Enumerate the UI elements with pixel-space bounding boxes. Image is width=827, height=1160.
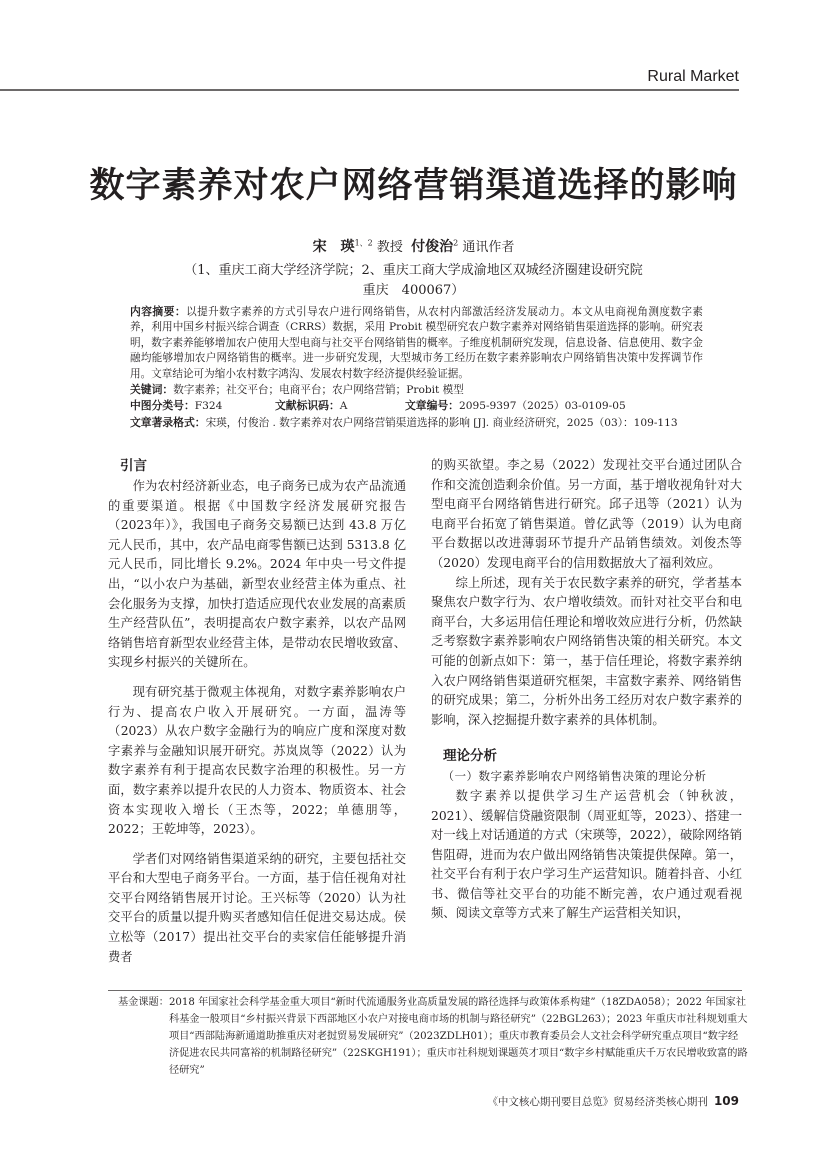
- header-rule: [0, 89, 739, 91]
- keywords-label: 关键词：: [130, 383, 174, 397]
- doc-code-label: 文献标识码：: [275, 399, 340, 413]
- paragraph: 数字素养以提供学习生产运营机会（钟秋波，2021）、缓解信贷融资限制（周亚虹等，2023）、搭建一对一线上对话通道的方式（宋瑛等，2022），破除网络销售阻碍，进而为农户做出网络销售决策提供保障。第一，社交平台有利于农户学习生产运营知识。随着抖音、小红书、微信等社交平台的功能不断完善，农户通过观看视频、阅读文章等方式来了解生产运营相关知识，: [431, 788, 742, 921]
- running-header: Rural Market: [647, 68, 739, 85]
- classification-row: [130, 398, 703, 414]
- citation-label: 文章著录格式：: [130, 415, 206, 429]
- authors: [0, 236, 827, 256]
- citation: [130, 415, 703, 431]
- funding-note: [118, 994, 748, 1079]
- affiliation-line-2: 重庆 400067）: [362, 283, 465, 298]
- paragraph: 作为农村经济新业态，电子商务已成为农产品流通的重要渠道。根据《中国数字经济发展研究报告（2023年）》，我国电子商务交易额已达到 43.8 万亿元人民币，其中，农产品电商零售额已达到 5313.8 亿元人民币，同比增长 9.2%。2024 年中央一号文件提出，“以小农户为基础，新型农业经营主体为重点、社会化服务为支撑，加快打造适应现代农业发展的高素质生产经营队伍”，表明提高农户数字素养，以农产品网络销售培育新型农业经营主体，是带动农民增收致富、实现乡村振兴的关键所在。: [108, 479, 406, 670]
- paragraph: 现有研究基于微观主体视角，对数字素养影响农户行为、提高农户收入开展研究。一方面，温涛等（2023）从农户数字金融行为的响应广度和深度对数字素养与金融知识展开研究。苏岚岚等（2022）认为数字素养有利于提高农民数字治理的积极性。另一方面，数字素养以提升农民的人力资本、物质资本、社会资本实现收入增长（王杰等，2022；单德朋等，2022；王乾坤等，2023）。: [108, 684, 406, 837]
- paragraph: 综上所述，现有关于农民数字素养的研究，学者基本聚焦农户数字行为、农户增收绩效。而针对社交平台和电商平台，大多运用信任理论和增收效应进行分析，仍然缺乏考察数字素养影响农户网络销售决策的相关研究。本文可能的创新点如下：第一，基于信任理论，将数字素养纳入农户网络销售渠道研究框架，丰富数字素养、网络销售的研究成果；第二，分析外出务工经历对农户数字素养的影响，深入挖掘提升数字素养的具体机制。: [431, 575, 742, 727]
- paragraph: 学者们对网络销售渠道采纳的研究，主要包括社交平台和大型电子商务平台。一方面，基于信任视角对社交平台网络销售展开讨论。王兴标等（2020）认为社交平台的质量以提升购买者感知信任促进交易达成。侯立松等（2017）提出社交平台的卖家信任能够提升消费者: [108, 851, 406, 964]
- keywords: [130, 382, 703, 398]
- author-2-affil: 2: [453, 238, 459, 248]
- affiliation-line-1: （1、重庆工商大学经济学院；2、重庆工商大学成渝地区双城经济圈建设研究院: [184, 263, 643, 278]
- section-heading-intro: 引言: [120, 458, 147, 474]
- right-column: [431, 456, 742, 924]
- paragraph: 的购买欲望。李之易（2022）发现社交平台通过团队合作和交流创造剩余价值。另一方面，基于增收视角针对大型电商平台网络销售进行研究。邱子迅等（2021）认为电商平台拓宽了销售渠道。曾亿武等（2019）认为电商平台数据以改进薄弱环节提升产品销售绩效。刘俊杰等（2020）发现电商平台的信用数据放大了福利效应。: [431, 458, 742, 570]
- left-column: [108, 456, 406, 967]
- author-2: 付俊治: [411, 239, 454, 255]
- section-heading-theory: 理论分析: [443, 748, 497, 765]
- author-1: 宋 瑛: [312, 239, 355, 255]
- clc-label: 中图分类号：: [130, 399, 195, 413]
- subsection-heading: （一）数字素养影响农户网络销售决策的理论分析: [442, 769, 707, 784]
- citation-text: 宋瑛，付俊治 . 数字素养对农户网络营销渠道选择的影响 [J]. 商业经济研究，2025（03）：109-113: [205, 416, 678, 429]
- journal-index-note: 《中文核心期刊要目总览》贸易经济类核心期刊: [487, 1096, 708, 1108]
- abstract: [130, 304, 703, 382]
- page-number: 109: [713, 1094, 739, 1108]
- author-1-affil: 1、2: [354, 238, 373, 248]
- abstract-block: [130, 304, 703, 431]
- funding-text: 2018 年国家社会科学基金重大项目“新时代流通服务业高质量发展的路径选择与政策体系构建”（18ZDA058）；2022 年国家社科基金一般项目“乡村振兴背景下西部地区小农户对接电商市场的机制与路径研究”（22BGL263）；2023 年重庆市社科规划重大项目“西部陆海新通道助推重庆对老挝贸易发展研究”（2023ZDLH01）；重庆市教育委员会人文社会科学研究重点项目“数字经济促进农民共同富裕的机制路径研究”（22SKGH191）；重庆市社科规划课题英才项目“数字乡村赋能重庆千万农民增收致富的路径研究”: [168, 997, 748, 1076]
- author-1-role: 教授: [376, 240, 403, 255]
- doc-code-value: A: [339, 400, 348, 413]
- article-no-value: 2095-9397（2025）03-0109-05: [458, 400, 626, 413]
- abstract-label: 内容摘要：: [130, 305, 187, 318]
- page-footer: [487, 1094, 739, 1109]
- clc-value: F324: [194, 400, 223, 413]
- article-no-label: 文章编号：: [405, 399, 459, 413]
- funding-label: 基金课题：: [118, 997, 169, 1008]
- footnote-rule: [108, 990, 742, 991]
- abstract-text: 以提升数字素养的方式引导农户进行网络销售，从农村内部激活经济发展动力。本文从电商视角测度数字素养，利用中国乡村振兴综合调查（CRRS）数据，采用 Probit 模型研究农户数字素养对网络销售渠道选择的影响。研究表明，数字素养能够增加农户使用大型电商与社交平台网络销售的概率。子维度机制研究发现，信息设备、信息使用、数字金融均能够增加农户网络销售的概率。进一步研究发现，大型城市务工经历在数字素养影响农户网络销售决策中发挥调节作用。文章结论可为缩小农村数字鸿沟、发展农村数字经济提供经验证据。: [130, 306, 704, 380]
- author-2-role: 通讯作者: [462, 240, 515, 255]
- keywords-text: 数字素养；社交平台；电商平台；农户网络营销；Probit 模型: [173, 384, 464, 397]
- article-title: 数字素养对农户网络营销渠道选择的影响: [89, 166, 738, 206]
